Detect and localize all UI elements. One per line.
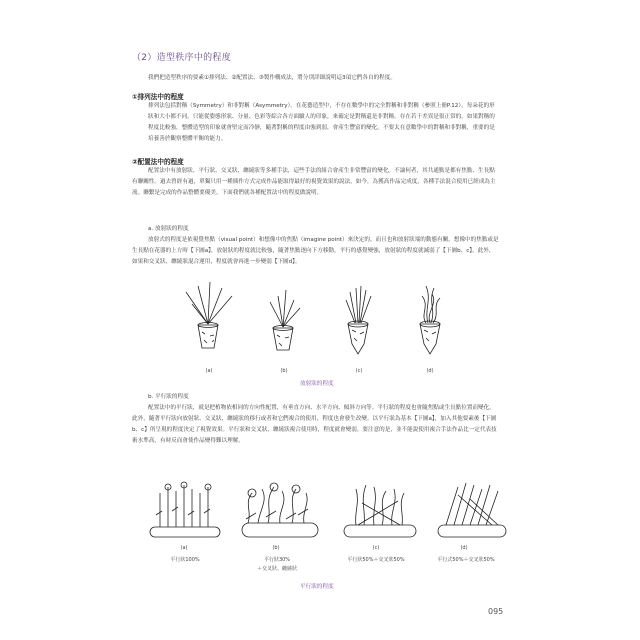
intro-paragraph: 我們把造型秩序的要素①排列法、②配置法、③製作構成法，將分別詳細說明這3項它們各自的程度。 <box>148 75 396 81</box>
parallel-bed-b <box>242 483 318 537</box>
parallel-label-d: (d) <box>460 545 468 551</box>
radial-pot-b <box>270 290 300 350</box>
radial-figure-caption: 放射狀的程度 <box>300 381 334 387</box>
parallel-label-b: (b) <box>272 545 280 551</box>
placement-paragraph: 配置法中有放射狀、平行狀、交叉狀、纏繞狀等多種手法，這些手法的組合會產生非常豐富的變化。不論何者，其共通點是都有焦點、生長點有聯關性。過去曾經有過，單獨只用一種插作方式完成作品能取得最好的視覺效果的說法，如今，為獲高作品完成度，各種手法混合使用已經成為主流。聯繫是完成的作品整體要優美。下面我們就各種配置法中的程度做說明。 <box>132 168 496 196</box>
radial-subheading: a. 放射狀的程度 <box>148 226 189 232</box>
placement-heading: ②配置法中的程度 <box>132 158 184 166</box>
parallel-paragraph: 配置法中的平行狀，就是把植物依相同的方向性配置，有垂直方向、水平方向、傾斜方向等。平行狀的程度也會隨焦點或生長點位置而變化。此外，隨著平行狀向放射狀、交叉狀、纏繞狀的移行或者和它們複合的使用，程度也會發生改變。以平行狀為基本【下圖a】，加入其他要素後【下圖b、c】所呈現的程度決定了視覺效果。平行狀和交叉狀、纏繞狀複合使用時，程度就會變弱。要注意的是，並不能說使用複合手法作品比一定代表技術水準高，有時反而會使作品變得難以理解。 <box>132 405 497 444</box>
radial-label-a: (a) <box>205 368 213 374</box>
parallel-figure-caption: 平行狀的程度 <box>300 584 334 590</box>
parallel-label-c: (c) <box>372 545 380 551</box>
parallel-sublabel-d: 平行式50%＋交叉狀50% <box>437 557 495 563</box>
radial-pot-d <box>420 286 440 354</box>
parallel-sublabel-b: 平行狀30% ＋交叉狀、纏繞狀 <box>256 557 297 572</box>
arrangement-heading: ①排列法中的程度 <box>132 93 184 101</box>
radial-label-b: (b) <box>280 368 288 374</box>
radial-pot-a <box>186 282 232 348</box>
parallel-bed-c <box>344 485 416 537</box>
radial-label-d: (d) <box>426 368 434 374</box>
radial-pot-c <box>346 286 371 354</box>
arrangement-paragraph: 排列法包括對稱（Symmetry）和非對稱（Asymmetry）。在花藝造型中，不存在數學中的完全對稱和非對稱（參照上冊P.12），每朵花的形狀和大小都不同，只能從姿態形狀、分量、色彩等綜合各方面驗人的印象，來確定是對稱還是非對稱。存在若干差異是很正常的。如果對稱的程度比較強，整體造型的印象就會堅定而冷靜，隨著對稱的程度由強到弱，會產生豐富的變化。不要太在意數學中的對稱和非對稱，重要的是培養善於觀察整體平衡的能力。 <box>148 103 495 142</box>
section-title: （2）造型秩序中的程度 <box>132 53 232 63</box>
parallel-bed-a <box>150 482 220 537</box>
parallel-label-a: (a) <box>180 545 188 551</box>
radial-paragraph: 放射式的程度是依視覺焦點（visual point）和想像中的焦點（imagine point）來決定的，而且也和放射狀端的動態有關。想像中的焦點或是生長點在花器的上方時【下圖a】，放射狀的程度就比較強，隨著焦點逐向下方移動，平行的感覺變強，放射狀的程度就減弱了【下圖b、c】。此外，如果和交叉狀、纏繞狀混合運用，程度就會再進一步變弱【下圖d】。 <box>132 237 499 265</box>
radial-figure <box>180 280 480 370</box>
page-number: 095 <box>488 607 504 616</box>
parallel-subheading: b. 平行狀的程度 <box>148 394 189 400</box>
parallel-bed-d <box>438 483 506 537</box>
parallel-figure <box>148 475 508 545</box>
parallel-sublabel-a: 平行狀100% <box>170 557 200 563</box>
parallel-sublabel-c: 平行狀50%＋交叉狀50% <box>347 557 405 563</box>
radial-label-c: (c) <box>355 368 363 374</box>
